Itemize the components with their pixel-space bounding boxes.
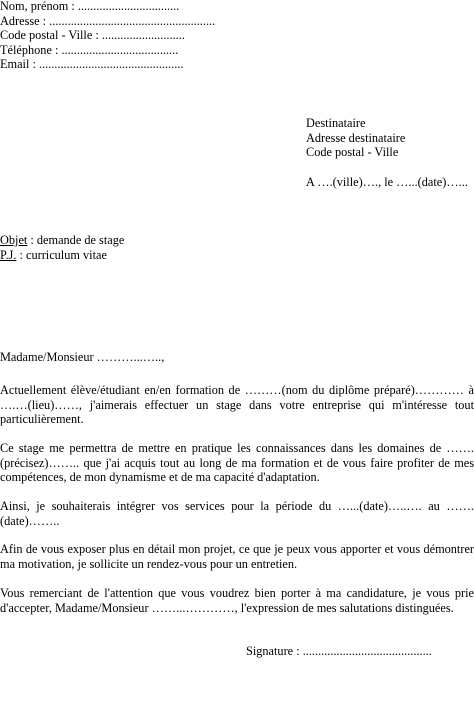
sender-address: Adresse : ...................................................... — [0, 13, 216, 28]
sender-block — [0, 0, 260, 72]
recipient-name: Destinataire — [306, 116, 366, 130]
subject-label: Objet — [0, 233, 28, 247]
paragraph-closing: Vous remerciant de l'attention que vous voudrez bien porter à ma candidature, je vous prie d'accepter, Madame/Monsieur ……...…………, l'expression de mes salutations distinguées. — [0, 586, 474, 615]
paragraph-studies: Actuellement élève/étudiant en/en formation de ………(nom du diplôme préparé)………… à ….…(lieu)……, j'aimerais effectuer un stage dans votre entreprise qui m'intéresse tout particulièrement. — [0, 383, 474, 427]
sender-name: Nom, prénom : ................................. — [0, 0, 180, 13]
paragraph-interview: Afin de vous exposer plus en détail mon projet, ce que je peux vous apporter et vous démontrer ma motivation, je sollicite un rendez-vous pour un entretien. — [0, 542, 474, 571]
subject-line — [0, 233, 124, 248]
subject-block — [0, 233, 124, 262]
recipient-address: Adresse destinataire — [306, 130, 406, 145]
sender-email: Email : ............................................... — [0, 57, 184, 72]
date-line: A ….(ville)…., le …...(date)…... — [306, 175, 468, 189]
attachment-line — [0, 248, 124, 263]
attachment-text: : curriculum vitae — [16, 247, 107, 262]
attachment-label: P.J. — [0, 247, 17, 262]
paragraph-skills: Ce stage me permettra de mettre en pratique les connaissances dans les domaines de …….(précisez)…….. que j'ai acquis tout au long de ma formation et de vous faire profiter de mes compétences, de mon dynamisme et de ma capacité d'adaptation. — [0, 441, 474, 485]
recipient-postal-city: Code postal - Ville — [306, 145, 399, 160]
sender-phone: Téléphone : ...................................... — [0, 42, 179, 57]
recipient-block — [306, 116, 474, 160]
signature-line: Signature : .......................................... — [246, 644, 432, 658]
salutation: Madame/Monsieur ………...….., — [0, 350, 165, 364]
paragraph-period: Ainsi, je souhaiterais intégrer vos services pour la période du …...(date)…..…. au …….(date)…….. — [0, 499, 474, 528]
sender-postal-city: Code postal - Ville : ........................... — [0, 28, 185, 43]
subject-text: : demande de stage — [27, 233, 125, 247]
